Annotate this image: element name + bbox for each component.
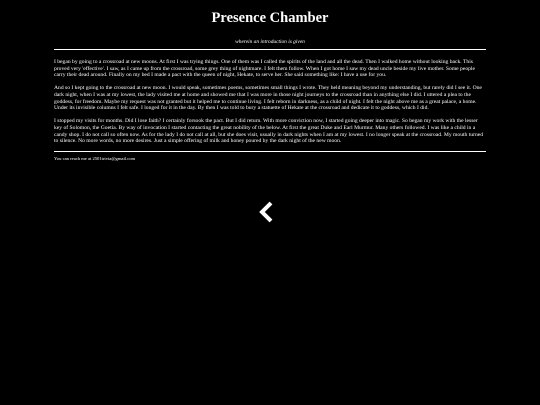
paragraph: And so I kept going to the crossroad at new moon. I would speak, sometimes poems, sometimes small things I wrote. They held meaning beyond my understanding, but rarely did I see it. One dark night, when I was at my lowest, the lady visited me at home and showed me that I was more in those night journeys to the crossroad than in anything else I did. I uttered a plea to the goddess, for freedom. Maybe my request was not granted but it helped me to continue living. I felt reborn in darkness, as a child of night. I felt the night above me as a great palace, a home. Under its invisible columns I felt safe. I longed for it in the day. By then I was told to bury a statuette of Hekate at the crossroad and dedicate it to goddess, which I did.: [54, 85, 482, 112]
page-subtitle: wherein an introduction is given: [235, 39, 305, 45]
header-divider: [54, 49, 486, 50]
chevron-left-icon: [256, 201, 278, 223]
paragraph: I began by going to a crossroad at new moons. At first I was trying things. One of them was I called the spirits of the land and all the dead. Then I walked home without looking back. This proved very 'effective'. I saw, as I came up from the crossroad, some grey thing of nightmare. I felt them follow. When I got home I saw my dead uncle beside my live mother. Some people carry their dead around. Finally on my bed I made a pact with the queen of night, Hekate, to serve her. She said something like: I have a use for you.: [54, 59, 475, 79]
back-button[interactable]: [256, 201, 278, 223]
footer-divider: [54, 151, 486, 152]
paragraph: I stopped my visits for months. Did I lose faith? I certainly forsook the pact. But I did return. With more conviction now, I started going deeper into magic. So began my work with the lesser key of Solomon, the Goetia. By way of invocation I started contacting the great nobility of the below. At first the great Duke and Earl Murmur. Many others followed. I was like a child in a candy shop. I do not call so often now. As for the lady I do not call at all, but she does visit, usually in dark nights when I am at my lowest. I no longer speak at the crossroad. My mouth turned to silence. No more words, no more desires. Just a simple offering of milk and honey poured by the dark night of the new moon.: [54, 118, 484, 145]
article-body: [54, 59, 486, 145]
page-container: [54, 0, 486, 162]
contact-text: You can reach me at 2501trivia@gmail.com: [54, 156, 136, 162]
page-title: Presence Chamber: [211, 10, 329, 26]
